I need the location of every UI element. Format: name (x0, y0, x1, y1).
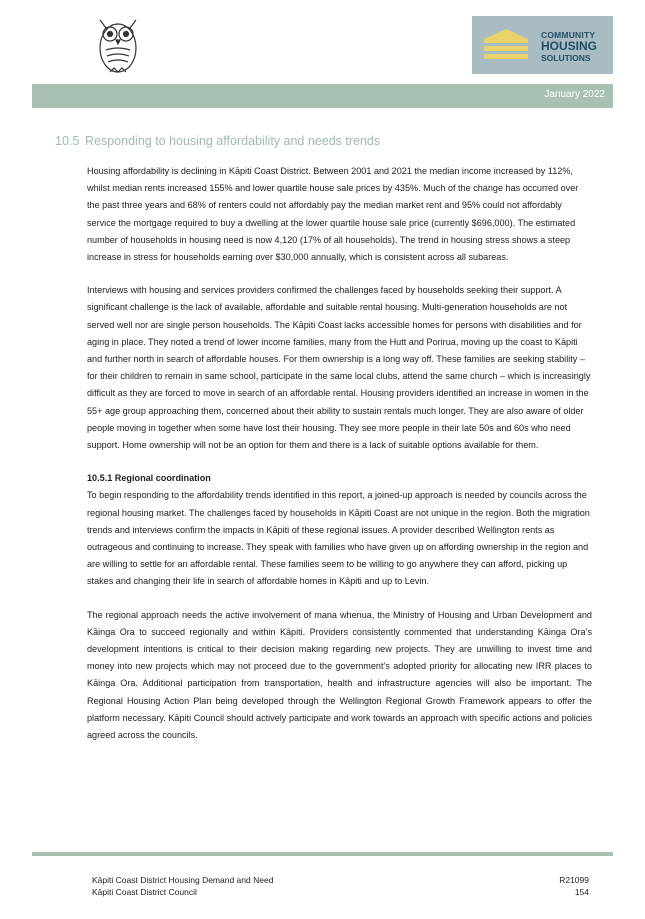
owl-logo-icon (92, 14, 144, 76)
footer-document-title: Kāpiti Coast District Housing Demand and Need (92, 875, 274, 885)
document-date: January 2022 (544, 89, 605, 100)
footer-report-number: R21099 (559, 875, 589, 885)
logo-bars-icon (482, 27, 530, 63)
page-number: 154 (574, 887, 589, 897)
footer-divider (32, 852, 613, 856)
page-footer (92, 874, 589, 898)
body-content (87, 163, 592, 760)
logo-text-solutions: SOLUTIONS (541, 53, 591, 63)
paragraph: Interviews with housing and services providers confirmed the challenges faced by households seeking their support. A significant challenge is the lack of available, affordable and suitable rental housing. Multi-generation households are not served well nor are single person households. The Kāpiti Coast lacks accessible homes for persons with disabilities and for aging in place. They noted a trend of lower income families, many from the Hutt and Porirua, moving up the coast to Kāpiti and further north in search of affordable houses. For them ownership is a long way off. These families are seeking stability – for their children to remain in same school, participate in the same local clubs, attend the same church – which is increasingly difficult as they are forced to move in search of an affordable rental. Housing providers identified an increase in women in the 55+ age group approaching them, concerned about their ability to sustain rentals much longer. They are also aware of older people moving in together when some have lost their housing. They see more people in their late 50s and 60s who need support. Home ownership will not be an option for them and there is a lack of suitable options available for them. (87, 285, 591, 451)
section-number: 10.5 (55, 134, 80, 148)
section-title: Responding to housing affordability and needs trends (85, 134, 381, 148)
subsection-heading: 10.5.1 Regional coordination (87, 473, 211, 484)
logo-text-community: COMMUNITY (541, 30, 596, 40)
header-band (32, 84, 613, 108)
paragraph: Housing affordability is declining in Kāpiti Coast District. Between 2001 and 2021 the median income increased by 112%, whilst median rents increased 155% and lower quartile house sale prices by 435%. Much of the change has occurred over the past three years and 68% of renters could not affordably pay the median market rent and 95% could not affordably service the mortgage required to buy a dwelling at the lower quartile house sale price (currently $696,000). The estimated number of households in housing need is now 4,120 (17% of all households). The trend in housing stress shows a steep increase in stress for households earning over $30,000 annually, which is consistent across all subareas. (87, 166, 579, 263)
paragraph: The regional approach needs the active involvement of mana whenua, the Ministry of Housing and Urban Development and Kāinga Ora to succeed regionally and within Kāpiti. Providers consistently commented that understanding Kāinga Ora’s development intentions is critical to their decision making regarding new projects. They are unwilling to invest time and money into new projects which may not proceed due to the government’s adopted priority for allocating new IRR places to Kāinga Ora. Additional participation from transportation, health and infrastructure agencies will also be important. The Regional Housing Action Plan being developed through the Wellington Regional Growth Framework appears to offer the platform necessary. Kāpiti Council should actively participate and work towards an approach with specific actions and policies agreed across the councils. (87, 609, 592, 741)
paragraph: To begin responding to the affordability trends identified in this report, a joined-up approach is needed by councils across the regional housing market. The challenges faced by households in Kāpiti Coast are not unique in the region. Both the migration trends and interviews confirm the impacts in Kāpiti of these regional issues. A provider described Wellington rents as outrageous and continuing to increase. They speak with families who have given up on affording ownership in the region and are willing to settle for an affordable rental. These families seem to be willing to go anywhere they can afford, picking up stakes and changing their life in search of affordable homes in Kāpiti and up to Levin. (87, 490, 590, 587)
footer-organisation: Kāpiti Coast District Council (92, 887, 197, 897)
section-heading (55, 134, 380, 148)
logo-text-housing: HOUSING (541, 39, 598, 53)
company-logo (472, 16, 613, 74)
